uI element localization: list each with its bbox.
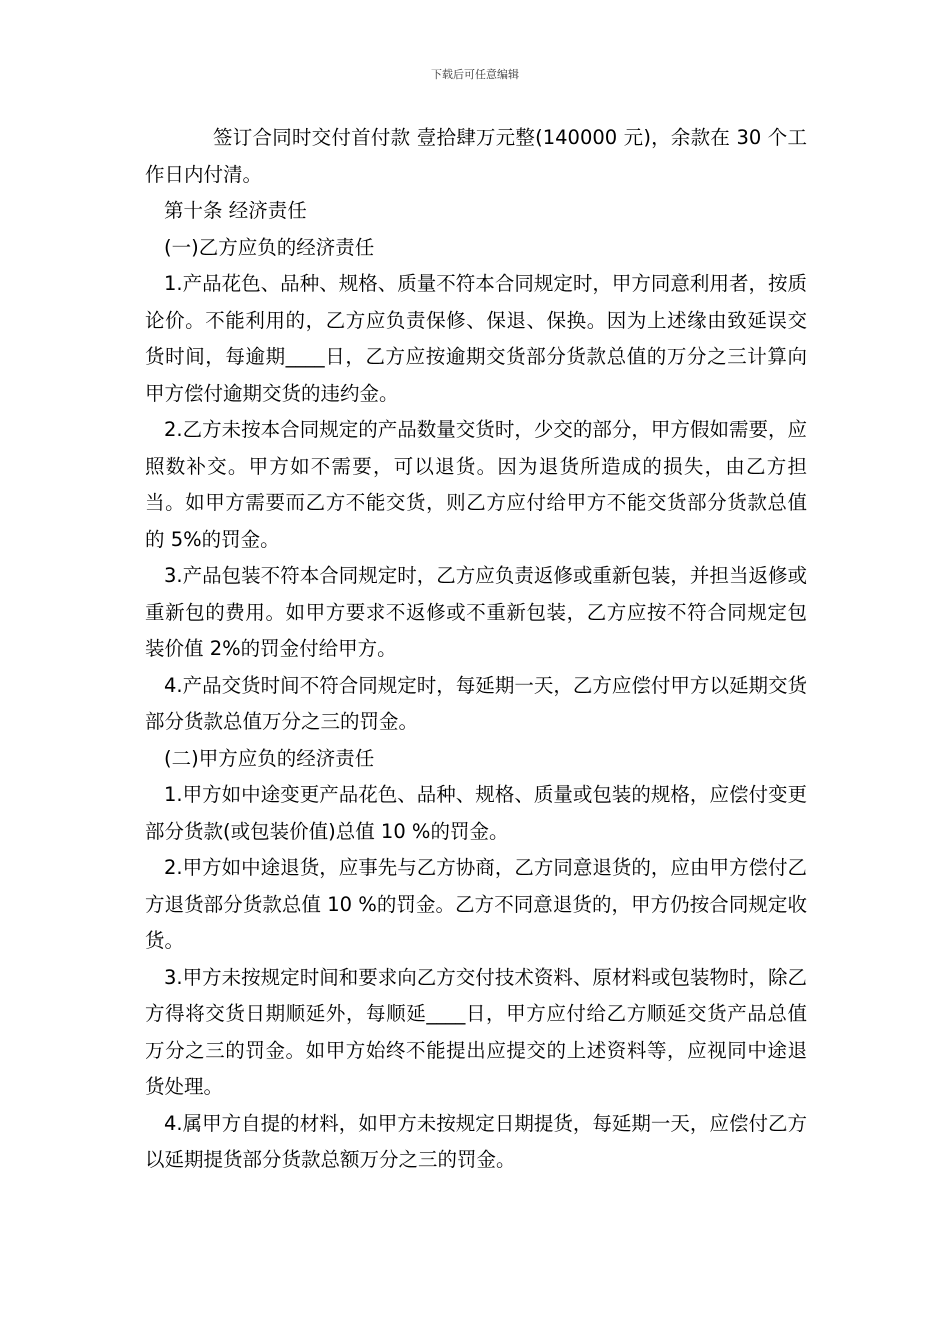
section-heading-party-b: (一)乙方应负的经济责任 <box>164 235 375 259</box>
party-b-clause-4: 4.产品交货时间不符合同规定时，每延期一天，乙方应偿付甲方以延期交货部分货款总值万分之三的罚金。 <box>145 673 807 733</box>
party-b-clause-2: 2.乙方未按本合同规定的产品数量交货时，少交的部分，甲方假如需要，应照数补交。甲方如不需要，可以退货。因为退货所造成的损失，由乙方担当。如甲方需要而乙方不能交货，则乙方应付给甲方不能交货部分货款总值的 5%的罚金。 <box>145 418 807 551</box>
document-body <box>145 120 807 1179</box>
page-header: 下载后可任意编辑 <box>431 68 519 81</box>
payment-paragraph: 签订合同时交付首付款 壹拾肆万元整(140000 元)，余款在 30 个工作日内付清。 <box>145 126 807 186</box>
party-a-clause-1: 1.甲方如中途变更产品花色、品种、规格、质量或包装的规格，应偿付变更部分货款(或包装价值)总值 10 %的罚金。 <box>145 783 807 843</box>
party-a-clause-4: 4.属甲方自提的材料，如甲方未按规定日期提货，每延期一天，应偿付乙方以延期提货部分货款总额万分之三的罚金。 <box>145 1111 807 1171</box>
party-a-clause-3: 3.甲方未按规定时间和要求向乙方交付技术资料、原材料或包装物时，除乙方得将交货日期顺延外，每顺延____日，甲方应付给乙方顺延交货产品总值万分之三的罚金。如甲方始终不能提出应提交的上述资料等，应视同中途退货处理。 <box>145 965 807 1098</box>
party-b-clause-1: 1.产品花色、品种、规格、质量不符本合同规定时，甲方同意利用者，按质论价。不能利用的，乙方应负责保修、保退、保换。因为上述缘由致延误交货时间，每逾期____日，乙方应按逾期交货部分货款总值的万分之三计算向甲方偿付逾期交货的违约金。 <box>145 272 807 405</box>
party-b-clause-3: 3.产品包装不符本合同规定时，乙方应负责返修或重新包装，并担当返修或重新包的费用。如甲方要求不返修或不重新包装，乙方应按不符合同规定包装价值 2%的罚金付给甲方。 <box>145 564 807 660</box>
article-title: 第十条 经济责任 <box>164 199 307 222</box>
section-heading-party-a: (二)甲方应负的经济责任 <box>164 746 375 770</box>
party-a-clause-2: 2.甲方如中途退货，应事先与乙方协商，乙方同意退货的，应由甲方偿付乙方退货部分货款总值 10 %的罚金。乙方不同意退货的，甲方仍按合同规定收货。 <box>145 856 807 952</box>
